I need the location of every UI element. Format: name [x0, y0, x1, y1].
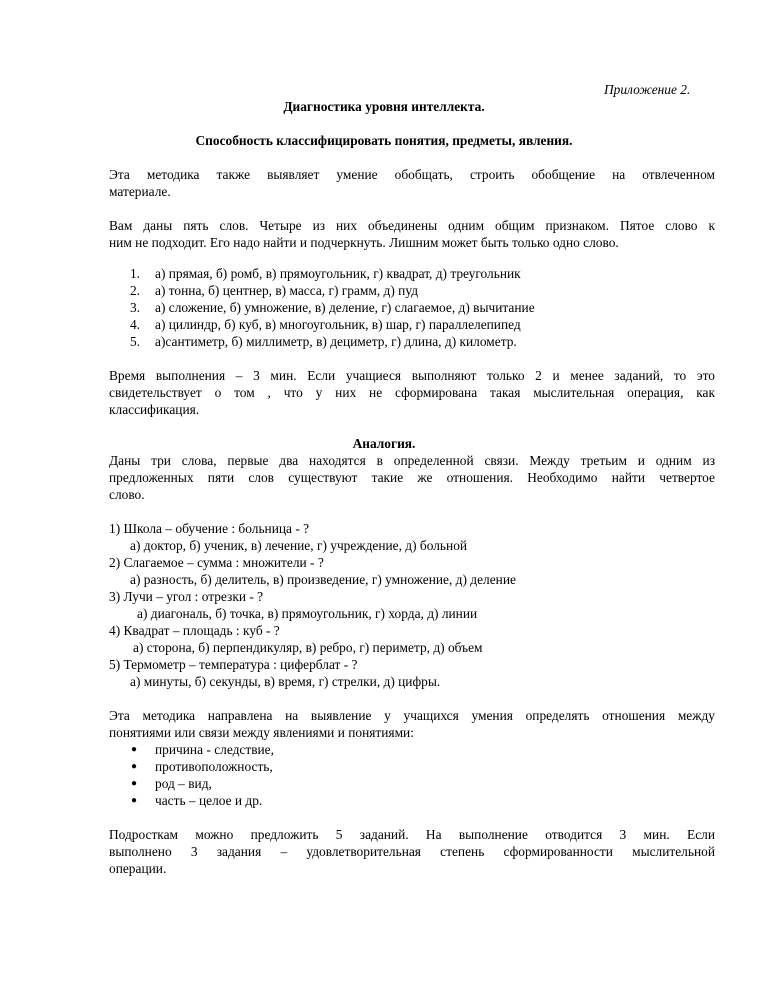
analogy-intro-line: Даны три слова, первые два находятся в определенной связи. Между третьим и одним из	[109, 453, 715, 468]
analogy-purpose-line: понятиями или связи между явлениями и понятиями:	[109, 725, 414, 740]
closing-line: операции.	[109, 861, 167, 876]
bullet-text: причина - следствие,	[155, 742, 274, 757]
analogy-question: 5) Термометр – температура : циферблат - ?	[109, 657, 358, 672]
closing-line: Подросткам можно предложить 5 заданий. На выполнение отводится 3 мин. Если	[109, 827, 715, 842]
main-title: Диагностика уровня интеллекта.	[283, 99, 485, 114]
bullet-text: часть – целое и др.	[155, 793, 263, 808]
classification-time-line: свидетельствует о том , что у них не сформирована такая мыслительная операция, как	[109, 385, 715, 400]
classification-intro-line: материале.	[109, 184, 171, 199]
list-item-text: а) цилиндр, б) куб, в) многоугольник, в) шар, г) параллелепипед	[155, 317, 521, 332]
bullet-icon: ●	[131, 761, 138, 772]
closing-line: выполнено 3 задания – удовлетворительная степень сформированности мыслительной	[109, 844, 715, 859]
classification-task-line: ним не подходит. Его надо найти и подчеркнуть. Лишним может быть только одно слово.	[109, 235, 619, 250]
bullet-icon: ●	[131, 744, 138, 755]
bullet-text: противоположность,	[155, 759, 273, 774]
list-item-number: 1.	[129, 266, 140, 281]
classification-time-line: классификация.	[109, 402, 200, 417]
list-item-number: 3.	[129, 300, 140, 315]
analogy-options: а) разность, б) делитель, в) произведение, г) умножение, д) деление	[130, 572, 516, 587]
list-item-text: а) тонна, б) центнер, в) масса, г) грамм, д) пуд	[155, 283, 419, 298]
list-item-number: 4.	[129, 317, 140, 332]
list-item-number: 5.	[129, 334, 140, 349]
analogy-intro-line: предложенных пяти слов существуют такие же отношения. Необходимо найти четвертое	[109, 470, 715, 485]
bullet-icon: ●	[131, 795, 138, 806]
analogy-purpose-line: Эта методика направлена на выявление у учащихся умения определять отношения между	[109, 708, 715, 723]
bullet-icon: ●	[131, 778, 138, 789]
analogy-options: а) минуты, б) секунды, в) время, г) стрелки, д) цифры.	[130, 674, 441, 689]
section-classification-title: Способность классифицировать понятия, предметы, явления.	[195, 133, 573, 148]
list-item-text: а) прямая, б) ромб, в) прямоугольник, г) квадрат, д) треугольник	[155, 266, 521, 281]
list-item-text: а) сложение, б) умножение, в) деление, г) слагаемое, д) вычитание	[155, 300, 535, 315]
section-analogy-title: Аналогия.	[352, 436, 416, 451]
analogy-options: а) сторона, б) перпендикуляр, в) ребро, г) периметр, д) объем	[133, 640, 483, 655]
analogy-question: 1) Школа – обучение : больница - ?	[109, 521, 310, 536]
analogy-question: 4) Квадрат – площадь : куб - ?	[109, 623, 280, 638]
analogy-intro-line: слово.	[109, 487, 145, 502]
appendix-label: Приложение 2.	[604, 82, 691, 97]
analogy-options: а) доктор, б) ученик, в) лечение, г) учреждение, д) больной	[130, 538, 468, 553]
list-item-text: а)сантиметр, б) миллиметр, в) дециметр, г) длина, д) километр.	[155, 334, 517, 349]
classification-task-line: Вам даны пять слов. Четыре из них объединены одним общим признаком. Пятое слово к	[109, 218, 715, 233]
analogy-question: 2) Слагаемое – сумма : множители - ?	[109, 555, 324, 570]
classification-time-line: Время выполнения – 3 мин. Если учащиеся выполняют только 2 и менее заданий, то это	[109, 368, 715, 383]
bullet-text: род – вид,	[155, 776, 212, 791]
classification-intro-line: Эта методика также выявляет умение обобщать, строить обобщение на отвлеченном	[109, 167, 715, 182]
list-item-number: 2.	[129, 283, 140, 298]
analogy-options: а) диагональ, б) точка, в) прямоугольник, г) хорда, д) линии	[137, 606, 478, 621]
analogy-question: 3) Лучи – угол : отрезки - ?	[109, 589, 264, 604]
